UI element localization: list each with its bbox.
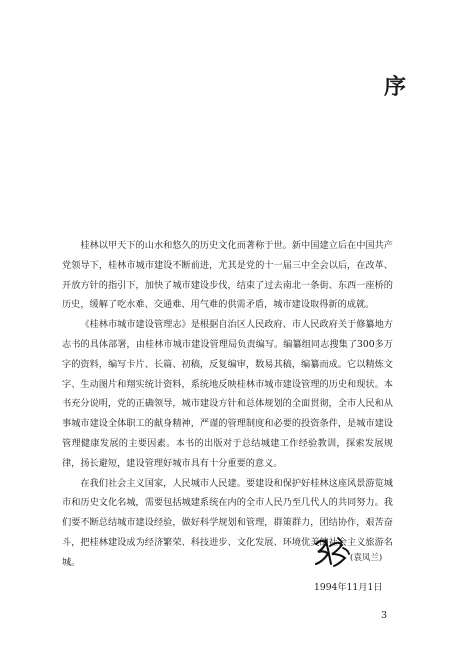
signer-name: (袁凤兰) — [350, 553, 383, 563]
paragraph-1: 桂林以甲天下的山水和悠久的历史文化而著称于世。新中国建立后在中国共产党领导下，桂林市城市建设不断前进，尤其是党的十一届三中全会以后，在改革、开放方针的指引下，加快了城市建设步伐，结束了过去南北一条街、东西一座桥的历史，缓解了吃水难、交通难、用气难的供需矛盾，城市建设取得新的成就。 — [62, 240, 393, 311]
page-number: 3 — [381, 610, 388, 621]
paragraph-2: 《桂林市城市建设管理志》是根据自治区人民政府、市人民政府关于修纂地方志书的具体部署，由桂林市城市建设管理局负责编写。编纂组同志搜集了300多万字的资料，编写卡片、长篇、初稿，反复编审，数易其稿，编纂而成。它以精炼文字、生动图片和翔实统计资料，系统地反映桂林市城市建设管理的历史和现状。本书充分说明，党的正确领导，城市建设方针和总体规划的全面贯彻，全市人民和从事城市建设全体职工的献身精神，严谨的管理制度和必要的投资条件，是城市建设管理健康发展的主要因素。本书的出版对于总结城建工作经验教训，探索发展规律，扬长避短，建设管理好城市具有十分重要的意义。 — [62, 319, 393, 469]
signature-date: 1994年11月1日 — [314, 582, 383, 593]
handwritten-signature-icon — [312, 534, 352, 570]
signature-block — [312, 534, 402, 574]
preface-body — [62, 236, 393, 573]
page-title: 序 — [383, 75, 406, 100]
paragraph-3: 在我们社会主义国家，人民城市人民建。要建设和保护好桂林这座风景游览城市和历史文化名城，需要包括城建系统在内的全市人民乃至几代人的共同努力。我们要不断总结城市建设经验，做好科学规划和管理，群策群力，团结协作，艰苦奋斗，把桂林建设成为经济繁荣、科技进步、文化发展、环境优美的社会主义旅游名城。 — [62, 477, 393, 568]
